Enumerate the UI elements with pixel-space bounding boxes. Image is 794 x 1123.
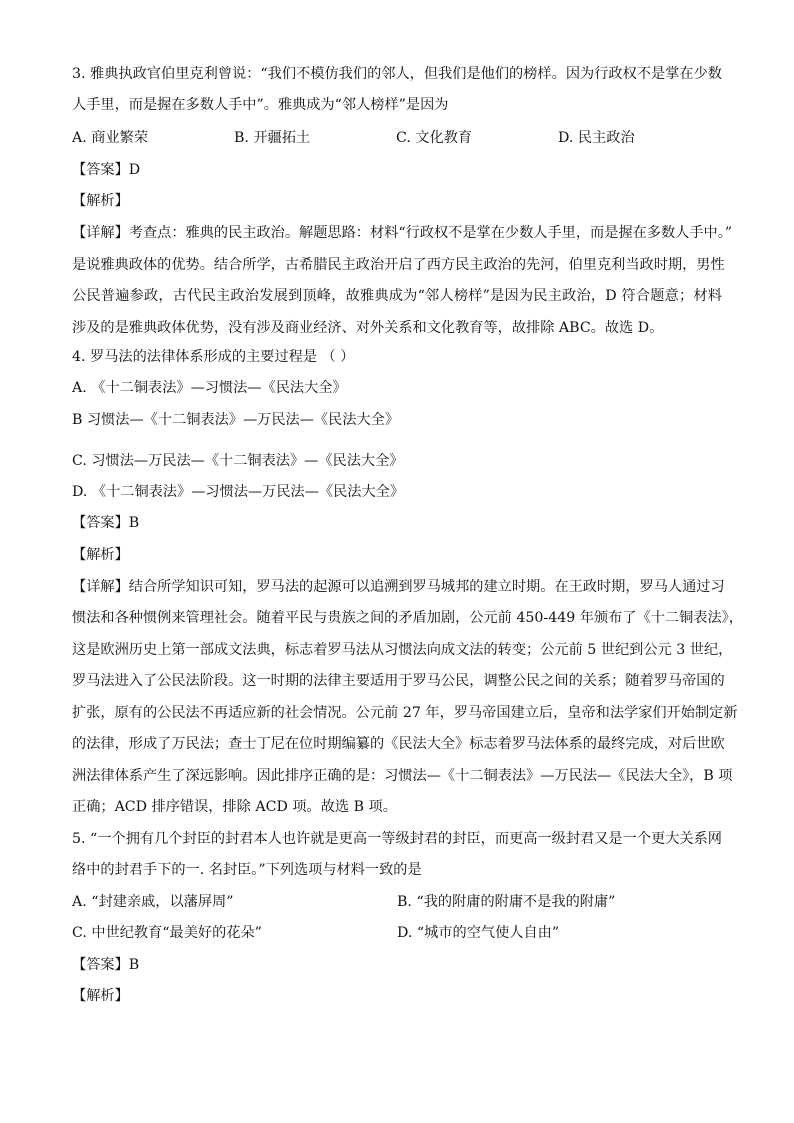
q4-detail-line1: 【详解】结合所学知识可知，罗马法的起源可以追溯到罗马城邦的建立时期。在王政时期，罗马人通过习	[72, 579, 725, 595]
q3-detail-line4: 涉及的是雅典政体优势，没有涉及商业经济、对外关系和文化教育等，故排除 ABC。故选 D。	[72, 320, 664, 336]
q3-detail-line1: 【详解】考查点：雅典的民主政治。解题思路：材料“行政权不是掌在少数人手里，而是握在多数人手中。”	[72, 225, 733, 241]
q3-option-c: C. 文化教育	[396, 130, 473, 146]
q4-option-b: B 习惯法—《十二铜表法》—万民法—《民法大全》	[72, 412, 400, 428]
q5-option-d: D. “城市的空气使人自由”	[397, 925, 560, 941]
q3-stem-line2: 人手里，而是握在多数人手中”。雅典成为“邻人榜样”是因为	[72, 97, 449, 113]
q3-analysis-label: 【解析】	[72, 193, 129, 209]
q5-options-row2	[72, 921, 722, 945]
q5-analysis-label: 【解析】	[72, 988, 129, 1004]
q5-answer: 【答案】B	[72, 957, 140, 973]
q3-stem-line1: 3. 雅典执政官伯里克利曾说：“我们不模仿我们的邻人，但我们是他们的榜样。因为行政权不是掌在少数	[72, 66, 722, 82]
q4-option-c: C. 习惯法—万民法—《十二铜表法》—《民法大全》	[72, 453, 404, 469]
q5-option-a: A. “封建亲戚，以藩屏周”	[72, 894, 234, 910]
q3-option-d: D. 民主政治	[558, 130, 635, 146]
q4-option-a: A. 《十二铜表法》—习惯法—《民法大全》	[72, 380, 347, 396]
q4-stem: 4. 罗马法的法律体系形成的主要过程是 （ ）	[72, 349, 355, 365]
q4-detail-line6: 的法律，形成了万民法；查士丁尼在位时期编纂的《民法大全》标志着罗马法体系的最终完成，对后世欧	[72, 736, 725, 752]
q3-option-b: B. 开疆拓土	[234, 130, 311, 146]
q3-detail-line2: 是说雅典政体的优势。结合所学，古希腊民主政治开启了西方民主政治的先河，伯里克利当政时期，男性	[72, 257, 725, 273]
q4-detail-line7: 洲法律体系产生了深远影响。因此排序正确的是：习惯法—《十二铜表法》—万民法—《民法大全》，B 项	[72, 768, 733, 784]
q5-stem-line2: 络中的封君手下的一. 名封臣。”下列选项与材料一致的是	[72, 862, 422, 878]
q5-options-row1	[72, 890, 722, 914]
q5-stem-line1: 5. “一个拥有几个封臣的封君本人也许就是更高一等级封君的封臣，而更高一级封君又是一个更大关系网	[72, 831, 722, 847]
q5-option-b: B. “我的附庸的附庸不是我的附庸”	[397, 894, 616, 910]
q4-detail-line5: 扩张，原有的公民法不再适应新的社会情况。公元前 27 年，罗马帝国建立后，皇帝和法学家们开始制定新	[72, 705, 738, 721]
q4-detail-line3: 这是欧洲历史上第一部成文法典，标志着罗马法从习惯法向成文法的转变；公元前 5 世纪到公元 3 世纪，	[72, 642, 733, 658]
q5-option-c: C. 中世纪教育“最美好的花朵”	[72, 925, 262, 941]
q4-answer: 【答案】B	[72, 515, 140, 531]
q3-detail-line3: 公民普遍参政，古代民主政治发展到顶峰，故雅典成为“邻人榜样”是因为民主政治，D 符合题意；材料	[72, 288, 722, 304]
q4-detail-line8: 正确；ACD 排序错误，排除 ACD 项。故选 B 项。	[72, 799, 397, 815]
q4-detail-line2: 惯法和各种惯例来管理社会。随着平民与贵族之间的矛盾加剧，公元前 450-449 年颁布了《十二铜表法》，	[72, 610, 743, 626]
q3-option-a: A. 商业繁荣	[72, 130, 149, 146]
q4-analysis-label: 【解析】	[72, 547, 129, 563]
q3-answer: 【答案】D	[72, 162, 141, 178]
q4-option-d: D. 《十二铜表法》—习惯法—万民法—《民法大全》	[72, 484, 405, 500]
q3-options	[72, 126, 722, 150]
q4-detail-line4: 罗马法进入了公民法阶段。这一时期的法律主要适用于罗马公民，调整公民之间的关系；随着罗马帝国的	[72, 673, 725, 689]
